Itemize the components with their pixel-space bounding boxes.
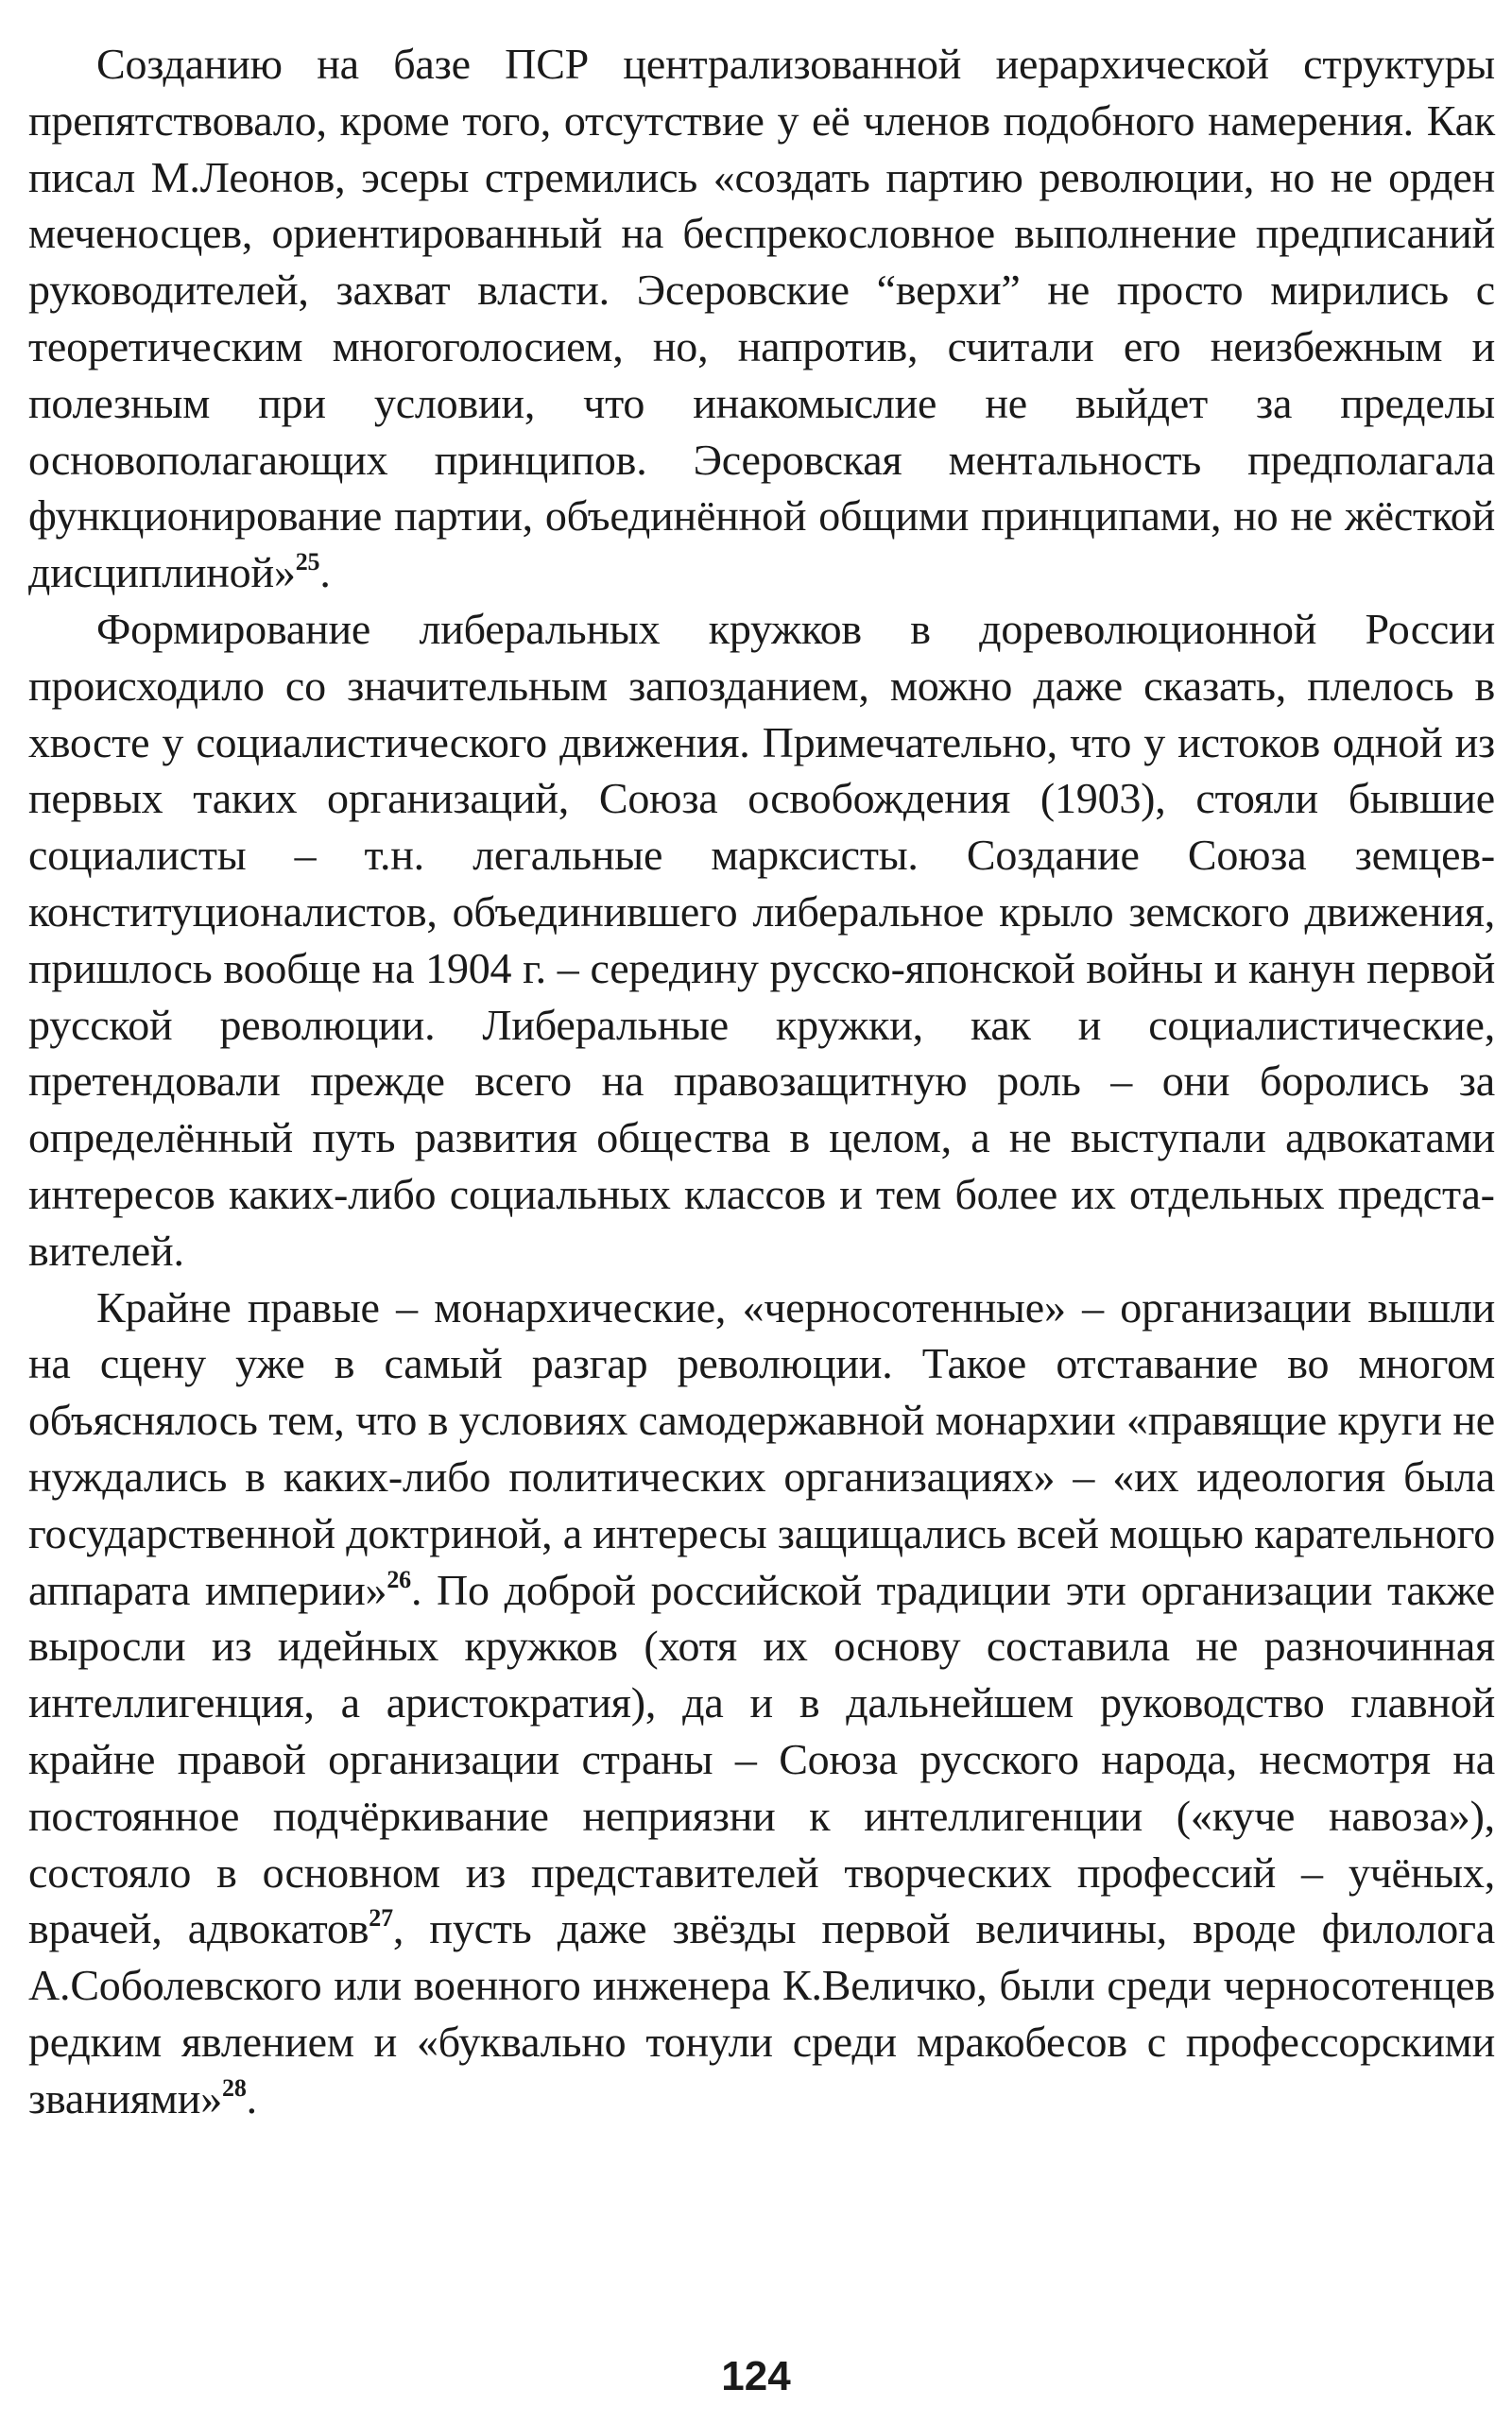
- paragraph-2: [28, 601, 1495, 1280]
- paragraph-text: Крайне правые – монархические, «черносотенные» – организации вышли на сцену уже в самый разгар революции. Такое отставание во многом объяснялось тем, что в условиях самодержавной монархии «правящие круги не нуждались в каких-либо политических организациях» – «их идеология была государственной доктриной, а интересы защищались всей мощью карательного аппарата империи»: [28, 1282, 1495, 1614]
- paragraph-text: . По доброй российской традиции эти организации также выросли из идейных кружков (хотя их основу составила не разночинная интеллигенция, а аристократия), да и в дальнейшем руководство главной крайне правой организации страны – Союза русского народа, несмотря на постоянное подчёркивание неприязни к интеллигенции («куче навоза»), состояло в основном из представителей творческих профессий – учёных, врачей, адвокатов: [28, 1565, 1495, 1953]
- paragraph-text: .: [319, 548, 331, 597]
- page-number: 124: [721, 2353, 791, 2399]
- footnote-ref-27: 27: [369, 1904, 393, 1933]
- page-body: [28, 36, 1495, 2126]
- footnote-ref-25: 25: [295, 548, 320, 576]
- footnote-ref-28: 28: [222, 2073, 247, 2102]
- paragraph-text: .: [246, 2073, 257, 2122]
- paragraph-1: [28, 36, 1495, 601]
- footnote-ref-26: 26: [387, 1565, 411, 1593]
- paragraph-text: Созданию на базе ПСР централизованной иерархической структуры препятствовало, кроме того, отсутствие у её членов подобного намерения. Как писал М.Леонов, эсеры стремились «создать партию революции, но не орден меченосцев, ориентированный на беспрекословное выполнение предписаний руководителей, захват власти. Эсеровские “верхи” не просто мирились с теоретическим многоголосием, но, напротив, считали его неизбежным и полезным при условии, что инакомыслие не выйдет за пределы основополагающих принципов. Эсеровская ментальность предполагала функционирование партии, объединённой общими принципами, но не жёсткой дисциплиной»: [28, 40, 1495, 597]
- paragraph-text: , пусть даже звёзды первой величины, вроде филолога А.Соболевского или военного инженера К.Величко, были среди черносотенцев редким явлением и «буквально тонули среди мракобесов с профессорскими званиями»: [28, 1904, 1495, 2122]
- paragraph-text: Формирование либеральных кружков в дореволюционной России происходило со значительным запозданием, можно даже сказать, плелось в хвосте у социалистического движения. Примечательно, что у истоков одной из первых таких организаций, Союза освобождения (1903), стояли бывшие социалисты – т.н. легальные марксисты. Создание Союза земцев-конституционалистов, объединившего либеральное крыло земского движения, пришлось вообще на 1904 г. – середину русско-японской войны и канун первой русской революции. Либеральные кружки, как и социалистические, претендовали прежде всего на правозащитную роль – они боролись за определённый путь развития общества в целом, а не выступали адвокатами интересов каких-либо социальных классов и тем более их отдельных представителей.: [28, 604, 1495, 1275]
- paragraph-3: [28, 1280, 1495, 2127]
